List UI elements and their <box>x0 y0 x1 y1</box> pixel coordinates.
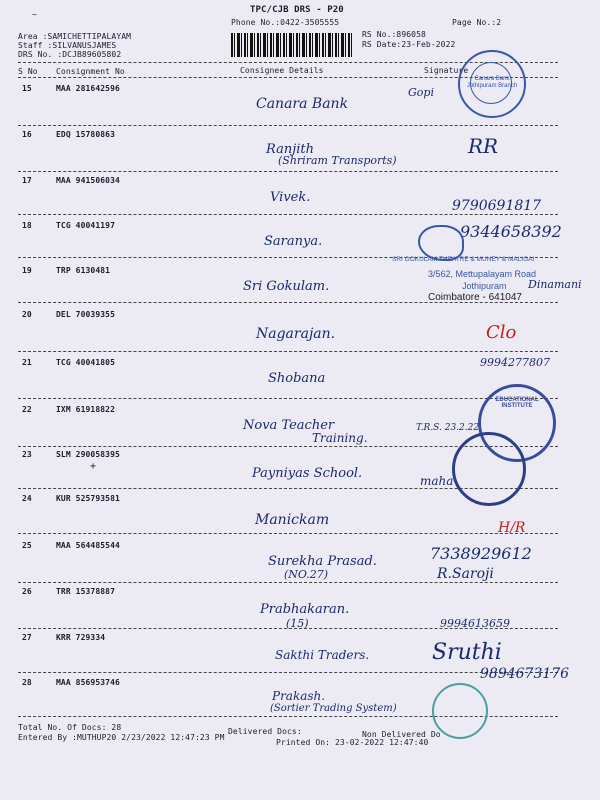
printed-on: Printed On: 23-02-2022 12:47:40 <box>276 738 429 747</box>
signature-mark: R.Saroji <box>437 566 494 582</box>
row-divider <box>18 171 558 172</box>
row-consignee: Prabhakaran. <box>260 602 350 617</box>
row-consignment: MAA 856953746 <box>56 678 120 687</box>
row-consignment: MAA 281642596 <box>56 84 120 93</box>
row-signature: 9994613659 <box>440 617 510 630</box>
row-consignee: Canara Bank <box>256 96 349 112</box>
row-signature: 9994277807 <box>480 356 550 369</box>
rs-number: RS No.:896058 <box>362 30 426 39</box>
row-sno: 16 <box>22 130 32 139</box>
row-sno: 22 <box>22 405 32 414</box>
row-divider <box>18 125 558 126</box>
institute-seal-bottom <box>452 432 526 506</box>
row-consignee: Surekha Prasad. <box>268 554 377 569</box>
drs-number: DRS No. :DCJB89605802 <box>18 50 122 59</box>
row-consignee: Ranjith <box>266 142 314 157</box>
row-signature: maha <box>420 474 454 488</box>
row-consignee: Nagarajan. <box>256 326 336 342</box>
entered-by: Entered By :MUTHUP20 2/23/2022 12:47:23 PM <box>18 733 225 742</box>
row-divider <box>18 582 558 583</box>
row-sno: 20 <box>22 310 32 319</box>
row-consignee-extra: Training. <box>312 431 368 445</box>
row-consignee: Sakthi Traders. <box>275 648 370 662</box>
row-consignee-extra: (15) <box>286 617 309 630</box>
row-signature: 7338929612 <box>430 544 532 563</box>
row-consignment: TCG 40041805 <box>56 358 115 367</box>
col-sno: S No <box>18 67 38 76</box>
col-signature: Signature <box>424 66 469 75</box>
row-consignee-extra: (Sortier Trading System) <box>270 703 397 714</box>
row-sno: 19 <box>22 266 32 275</box>
row-sno: 15 <box>22 84 32 93</box>
row-consignee: Sri Gokulam. <box>243 279 330 294</box>
row-sno: 25 <box>22 541 32 550</box>
row-sno: 21 <box>22 358 32 367</box>
page-number: Page No.:2 <box>452 18 502 27</box>
col-consignee: Consignee Details <box>240 66 324 75</box>
row-sno: 26 <box>22 587 32 596</box>
business-stamp-line2: 3/562, Mettupalayam Road <box>428 269 537 279</box>
business-stamp-line3: Jothipuram <box>462 281 507 291</box>
phone-number: Phone No.:0422-3505555 <box>231 18 340 27</box>
row-signature: 9344658392 <box>460 222 562 241</box>
row-consignee: Payniyas School. <box>252 466 363 481</box>
row-consignee: Saranya. <box>264 234 323 249</box>
row-consignment: EDQ 15780863 <box>56 130 115 139</box>
row-consignment: KUR 525793581 <box>56 494 120 503</box>
row-signature: 9894673176 <box>480 666 570 682</box>
col-consignment: Consignment No <box>56 67 125 76</box>
area: Area :SAMICHETTIPALAYAM <box>18 32 132 41</box>
row-divider <box>18 672 558 673</box>
row-consignee: Vivek. <box>270 190 311 205</box>
row-signature: Sruthi <box>432 640 502 665</box>
row-consignee: Shobana <box>268 371 326 386</box>
row-mark: + <box>90 461 97 472</box>
row-signature: T.R.S. 23.2.22 <box>416 423 480 433</box>
row-consignment: TRR 15378887 <box>56 587 115 596</box>
row-consignee-extra: (NO.27) <box>284 568 329 581</box>
row-divider <box>18 351 558 352</box>
row-divider <box>18 533 558 534</box>
total-docs: Total No. Of Docs: 28 <box>18 723 122 732</box>
row-sno: 23 <box>22 450 32 459</box>
barcode <box>231 33 353 57</box>
business-stamp-line4: Coimbatore - 641047 <box>428 292 522 303</box>
canara-bank-seal: Canara Bank Jothipuram Branch <box>458 50 526 118</box>
row-divider <box>18 398 558 399</box>
row-consignment: KRR 729334 <box>56 633 106 642</box>
row-signature: RR <box>468 134 499 158</box>
scribble-stamp <box>418 225 464 261</box>
delivered-docs: Delivered Docs: <box>228 727 302 736</box>
row-signature: 9790691817 <box>452 198 542 214</box>
institute-seal-top: EDUCATIONAL INSTITUTE <box>478 384 556 462</box>
row-consignment: TRP 6130481 <box>56 266 111 275</box>
row-consignment: MAA 564485544 <box>56 541 120 550</box>
row-consignment: MAA 941506034 <box>56 176 120 185</box>
row-consignee: Manickam <box>255 512 330 528</box>
row-consignee: Prakash. <box>272 689 326 703</box>
staff: Staff :SILVANUSJAMES <box>18 41 117 50</box>
row-signature: Dinamani <box>528 278 582 291</box>
business-stamp-line1: SRI GOKULAM THEATRE & MUNEY & MALIGAI <box>392 256 535 263</box>
row-sno: 27 <box>22 633 32 642</box>
row-sno: 18 <box>22 221 32 230</box>
row-consignee-extra: (Shriram Transports) <box>278 154 397 167</box>
row-sno: 24 <box>22 494 32 503</box>
rs-date: RS Date:23-Feb-2022 <box>362 40 456 49</box>
row-sno: 17 <box>22 176 32 185</box>
row-consignment: TCG 40041197 <box>56 221 115 230</box>
row-signature: Gopi <box>408 86 434 99</box>
non-delivered-docs: Non Delivered Do <box>362 730 441 739</box>
row-signature: Clo <box>486 322 517 343</box>
doc-title: TPC/CJB DRS - P20 <box>250 5 344 15</box>
corner-mark: ~ <box>32 10 37 19</box>
row-divider <box>18 214 558 215</box>
row-divider <box>18 628 558 629</box>
row-consignee: Nova Teacher <box>243 418 335 433</box>
row-signature: H/R <box>498 520 526 536</box>
row-consignment: IXM 61918822 <box>56 405 115 414</box>
row-consignment: SLM 290058395 <box>56 450 120 459</box>
row-consignment: DEL 70039355 <box>56 310 115 319</box>
row-sno: 28 <box>22 678 32 687</box>
